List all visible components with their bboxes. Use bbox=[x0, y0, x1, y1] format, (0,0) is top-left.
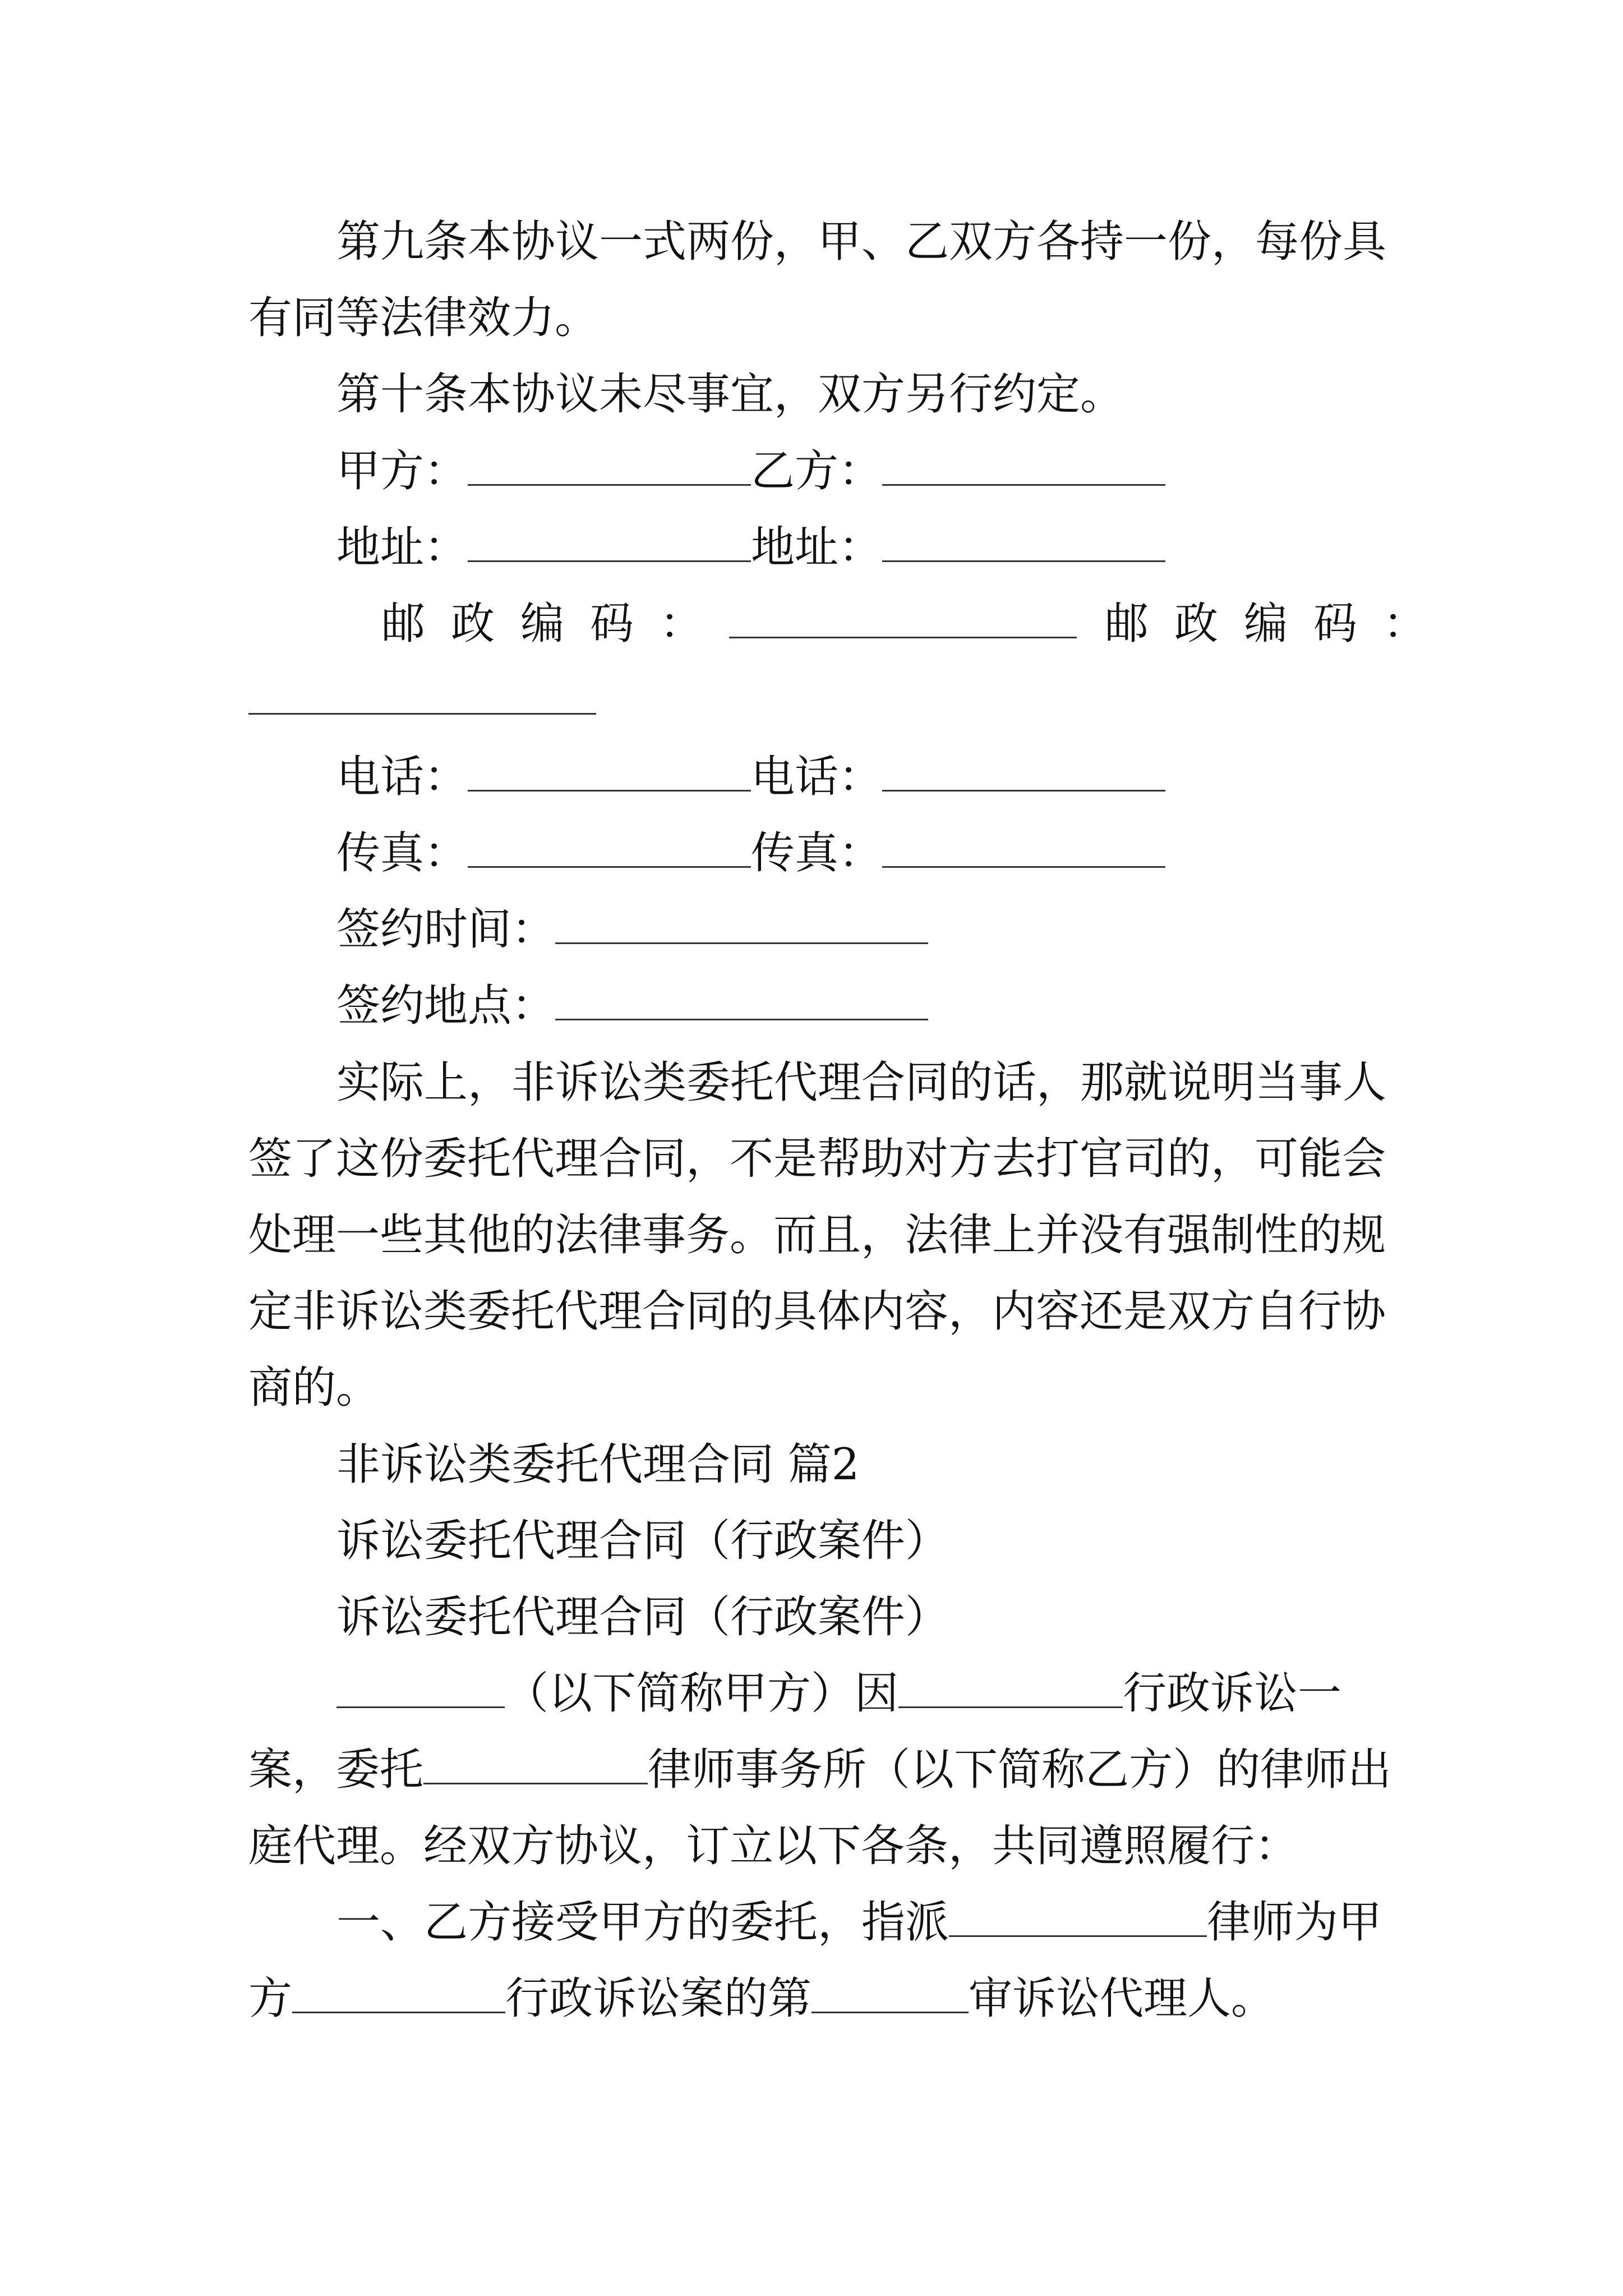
address-a-label: 地址： bbox=[336, 522, 468, 573]
clause-1-line-1 bbox=[336, 1894, 1475, 1950]
clause-1-line-2 bbox=[248, 1971, 1387, 2027]
paragraph-3-line-1 bbox=[336, 1055, 1475, 1111]
client-blank bbox=[336, 1672, 505, 1708]
fax-a-blank bbox=[468, 831, 751, 868]
party-b-label: 乙方： bbox=[751, 446, 883, 496]
paragraph-text: 审诉讼代理人。 bbox=[969, 1973, 1275, 2024]
paragraph-text: 实际上，非诉讼类委托代理合同的话，那就说明当事人 bbox=[336, 1057, 1387, 1108]
paragraph-3-line-4 bbox=[248, 1283, 1387, 1340]
paragraph-text: 庭代理。经双方协议，订立以下各条，共同遵照履行： bbox=[248, 1821, 1299, 1871]
law-firm-blank bbox=[423, 1748, 648, 1784]
postal-row bbox=[381, 596, 1453, 652]
paragraph-text: 行政诉讼案的第 bbox=[505, 1973, 812, 2024]
paragraph-text: 定非诉讼类委托代理合同的具体内容，内容还是双方自行协 bbox=[248, 1286, 1386, 1337]
fax-b-label: 传真： bbox=[751, 828, 883, 878]
section-heading bbox=[336, 1437, 1475, 1493]
contract-title bbox=[336, 1513, 1475, 1569]
sign-time-blank bbox=[555, 908, 928, 944]
paragraph-text: 行政诉讼一 bbox=[1123, 1668, 1342, 1719]
article-9-text-cont: 有同等法律效力。 bbox=[248, 293, 599, 343]
sign-time-row bbox=[336, 901, 1475, 958]
postal-a-blank bbox=[729, 602, 1077, 638]
article-9-line-2 bbox=[248, 290, 1387, 346]
article-9-text: 第九条本协议一式两份，甲、乙双方各持一份，每份具 bbox=[336, 217, 1387, 267]
paragraph-text: 签了这份委托代理合同，不是帮助对方去打官司的，可能会 bbox=[248, 1134, 1386, 1184]
article-10 bbox=[336, 366, 1475, 422]
paragraph-3-line-2 bbox=[248, 1131, 1387, 1187]
lawyer-blank bbox=[949, 1901, 1207, 1937]
paragraph-text: 一、乙方接受甲方的委托，指派 bbox=[336, 1897, 949, 1948]
phone-b-label: 电话： bbox=[751, 752, 883, 802]
sign-time-label: 签约时间： bbox=[336, 904, 556, 955]
paragraph-4-line-3 bbox=[248, 1818, 1387, 1874]
postal-b-blank-row bbox=[248, 672, 1387, 728]
paragraph-4-line-2 bbox=[248, 1742, 1392, 1798]
phone-a-label: 电话： bbox=[336, 752, 468, 802]
phone-b-blank bbox=[882, 755, 1165, 792]
paragraph-4-line-1 bbox=[336, 1665, 1475, 1722]
fax-row bbox=[336, 825, 1475, 881]
phone-row bbox=[336, 749, 1475, 805]
paragraph-3-line-3 bbox=[248, 1207, 1387, 1263]
address-b-label: 地址： bbox=[751, 522, 883, 573]
fax-b-blank bbox=[882, 831, 1165, 868]
phone-a-blank bbox=[468, 755, 751, 792]
article-9-line-1 bbox=[336, 214, 1475, 270]
paragraph-text: 律师为甲 bbox=[1207, 1897, 1382, 1948]
heading-text: 诉讼委托代理合同（行政案件） bbox=[336, 1516, 949, 1566]
paragraph-text: 商的。 bbox=[248, 1363, 380, 1413]
paragraph-text: 方 bbox=[248, 1973, 293, 2024]
party-a-blank bbox=[468, 449, 751, 486]
party-b-blank bbox=[882, 449, 1165, 486]
address-a-blank bbox=[468, 526, 751, 562]
address-b-blank bbox=[882, 526, 1165, 562]
party-a-label: 甲方： bbox=[336, 446, 468, 496]
heading-text: 诉讼委托代理合同（行政案件） bbox=[336, 1592, 949, 1642]
sign-place-blank bbox=[555, 984, 928, 1020]
address-row bbox=[336, 519, 1475, 576]
party-row bbox=[336, 443, 1475, 499]
sign-place-row bbox=[336, 978, 1475, 1034]
sign-place-label: 签约地点： bbox=[336, 981, 556, 1031]
contract-title-repeat bbox=[336, 1589, 1475, 1645]
paragraph-text: 案，委托 bbox=[248, 1745, 424, 1795]
postal-b-blank bbox=[248, 678, 596, 715]
postal-a-label: 邮政编码： bbox=[381, 599, 730, 649]
paragraph-text: 处理一些其他的法律事务。而且，法律上并没有强制性的规 bbox=[248, 1210, 1386, 1260]
fax-a-label: 传真： bbox=[336, 828, 468, 878]
case-name-blank bbox=[292, 1977, 505, 2013]
case-blank bbox=[898, 1672, 1123, 1708]
paragraph-text: （以下简称甲方）因 bbox=[505, 1668, 899, 1719]
postal-b-label: 邮政编码： bbox=[1105, 599, 1453, 649]
instance-blank bbox=[811, 1977, 969, 2013]
article-10-text: 第十条本协议未尽事宜，双方另行约定。 bbox=[336, 369, 1124, 420]
heading-text: 非诉讼类委托代理合同 篇2 bbox=[336, 1439, 860, 1490]
paragraph-3-line-5 bbox=[248, 1360, 1387, 1416]
paragraph-text: 律师事务所（以下简称乙方）的律师出 bbox=[648, 1745, 1392, 1795]
